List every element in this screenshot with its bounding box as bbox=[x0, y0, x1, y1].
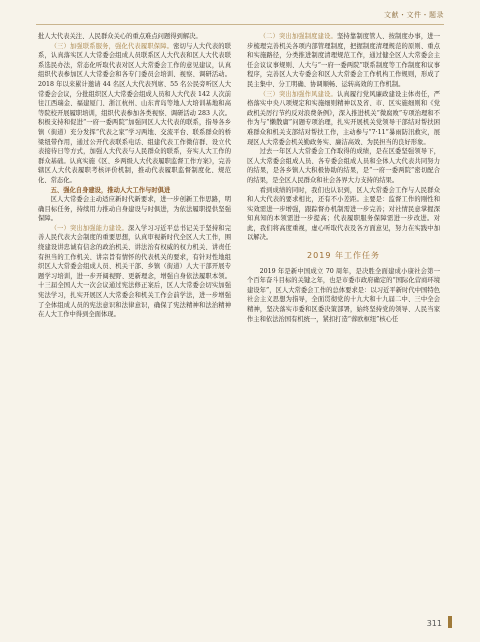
paragraph-body: 坚持靠制度管人、按制度办事，进一步梳理完善机关各项内部管理制度，把握制度清理规范的原则、重点和实施路径，分类推进制度清理规范工作，通过健全区人大常委会主任会议议事规则、人大与“一府一委两院”联系制度等工作制度和议事程序，完善区人大专委会和区人大常委会工作机构工作规则，形成了民主集中、分工明确、协调顺畅、运转高效的工作机制。 bbox=[247, 33, 441, 88]
subheading: （三）突出加强作风建设。 bbox=[259, 90, 337, 98]
paragraph: 区人大常委会主动适应新时代新要求，进一步创新工作思路，明确目标任务，持续用力推动自身建设与时俱进，为依法履职提供坚强保障。 bbox=[38, 196, 231, 223]
paragraph bbox=[38, 42, 231, 186]
section-title: 2019 年工作任务 bbox=[307, 251, 380, 261]
left-column bbox=[38, 32, 231, 320]
paragraph bbox=[38, 224, 231, 320]
page-header bbox=[0, 0, 480, 30]
paragraph-body: 认真履行党风廉政建设主体责任，严格落实中央八项规定和实施细则精神以及省、市、区实施细则和《党政机关厉行节约反对浪费条例》，深入推进机关“微腐败”专项治理和不作为与“懒散庸”问题专项治理，扎实开展机关党领导干部结对帮扶困难群众和机关支部结对帮扶工作，主动参与“7·11”暴雨防汛救灾，展现区人大常委会机关勤政务实、廉洁高效、为民担当的良好形象。 bbox=[247, 90, 441, 146]
page-number-accent bbox=[448, 616, 452, 628]
subheading: （三）加强联系服务，强化代表履职保障。 bbox=[50, 42, 174, 50]
paragraph bbox=[247, 90, 440, 148]
paragraph: 看到成绩的同时，我们也认识到，区人大常委会工作与人民群众和人大代表的要求相比，还有不小差距。主要是：监督工作的刚性和实效需进一步增强，跟踪督办机制需进一步完善；对社情民意掌握深知真知的本领需进一步提高；代表履职服务保障需进一步改进。对此，我们将高度重视，虚心听取代表及各方面意见，努力在实践中加以解决。 bbox=[247, 186, 440, 242]
paragraph: 2019 年是新中国成立 70 周年，是决胜全面建成小康社会第一个百年奋斗目标的关键之年，也是市委市政府确定的“国际化营商环境建设年”，区人大常委会工作的总体要求是：以习近平新时代中国特色社会主义思想为指导，全面贯彻党的十九大和十九届二中、三中全会精神，坚决落实市委和区委决策部署，始终坚持党的领导、人民当家作主和依法治国有机统一，紧扣打造“蓉欧枢纽”核心任 bbox=[247, 267, 440, 323]
paragraph-body: 深入学习习近平总书记关于坚持和完善人民代表大会制度的重要思想，认真审视新时代全区人大工作，围绕建设讲忠诚有信念的政治机关、讲法治有权威的权力机关、讲责任有担当的工作机关、讲宗旨有情怀的代表机关的要求，有针对性地组织区人大常委会组成人员、机关干部、乡镇（街道）人大干部开展专题学习培训，进一步开阔视野、更新理念，增强自身依法履职本领。十三届全国人大一次会议通过宪法修正案后，区人大常委会切实加强宪法学习，扎实开展区人大常委会和机关工作会前学法，进一步增强了全体组成人员的宪法意识和法律意识，确保了宪法精神和法治精神在人大工作中得到全面体现。 bbox=[38, 224, 232, 319]
header-label: 文献・文件・题录 bbox=[384, 11, 444, 19]
section-heading: 五、强化自身建设，推动人大工作与时俱进 bbox=[50, 186, 171, 194]
subheading: （一）突出加强能力建设。 bbox=[50, 224, 128, 232]
paragraph: 过去一年区人大常委会工作取得的成绩，是在区委坚强领导下，区人大常委会组成人员、各专委会组成人员和全体人大代表共同努力的结果，是各乡镇人大积极协助的结果，是“一府一委两院”密切配合的结果，是全区人民群众和社会各界大力支持的结果。 bbox=[247, 148, 440, 184]
page-number: 311 bbox=[426, 619, 442, 628]
header-divider bbox=[36, 24, 444, 25]
subheading: （二）突出加强制度建设。 bbox=[259, 33, 337, 40]
right-column bbox=[247, 32, 440, 324]
paragraph bbox=[247, 32, 440, 90]
paragraph: 批人大代表关注、人民群众关心的重点难点问题得到解决。 bbox=[38, 33, 202, 40]
paragraph-body: 密切与人大代表的联系，认真落实区人大常委会组成人员联系区人大代表和区人大代表联系选民办法，常态化听取代表对区人大常委会工作的意见建议，认真组织代表参加区人大常委会和各专门委员会培训、视察、调研活动。2018 年以来累计邀请 44 名区人大代表列席、55 名公民旁听区人大常委会会议，分批组织区人大常委会组成人员和人大代表 142 人次前往江西瑞金、福建厦门、浙江杭州、山东青岛等地人大培训基地和高等院校开展履职培训，组织代表参加各类视察、调研活动 283 人次。积极支持和促进“一府一委两院”加强同区人大代表的联系，指导各乡镇（街道）充分发挥“代表之家”学习两地、交流平台、联系群众的桥梁纽带作用，通过公开代表联系电话、组建代表工作微信群、设立代表接待日等方式，加强人大代表与人民群众的联系，夯实人大工作的群众基础。认真实施《区、乡两级人大代表履职监督工作方案》，完善辖区人大代表履职考核评价机制，推动代表履职监督制度化、规范化、常态化。 bbox=[38, 42, 232, 184]
